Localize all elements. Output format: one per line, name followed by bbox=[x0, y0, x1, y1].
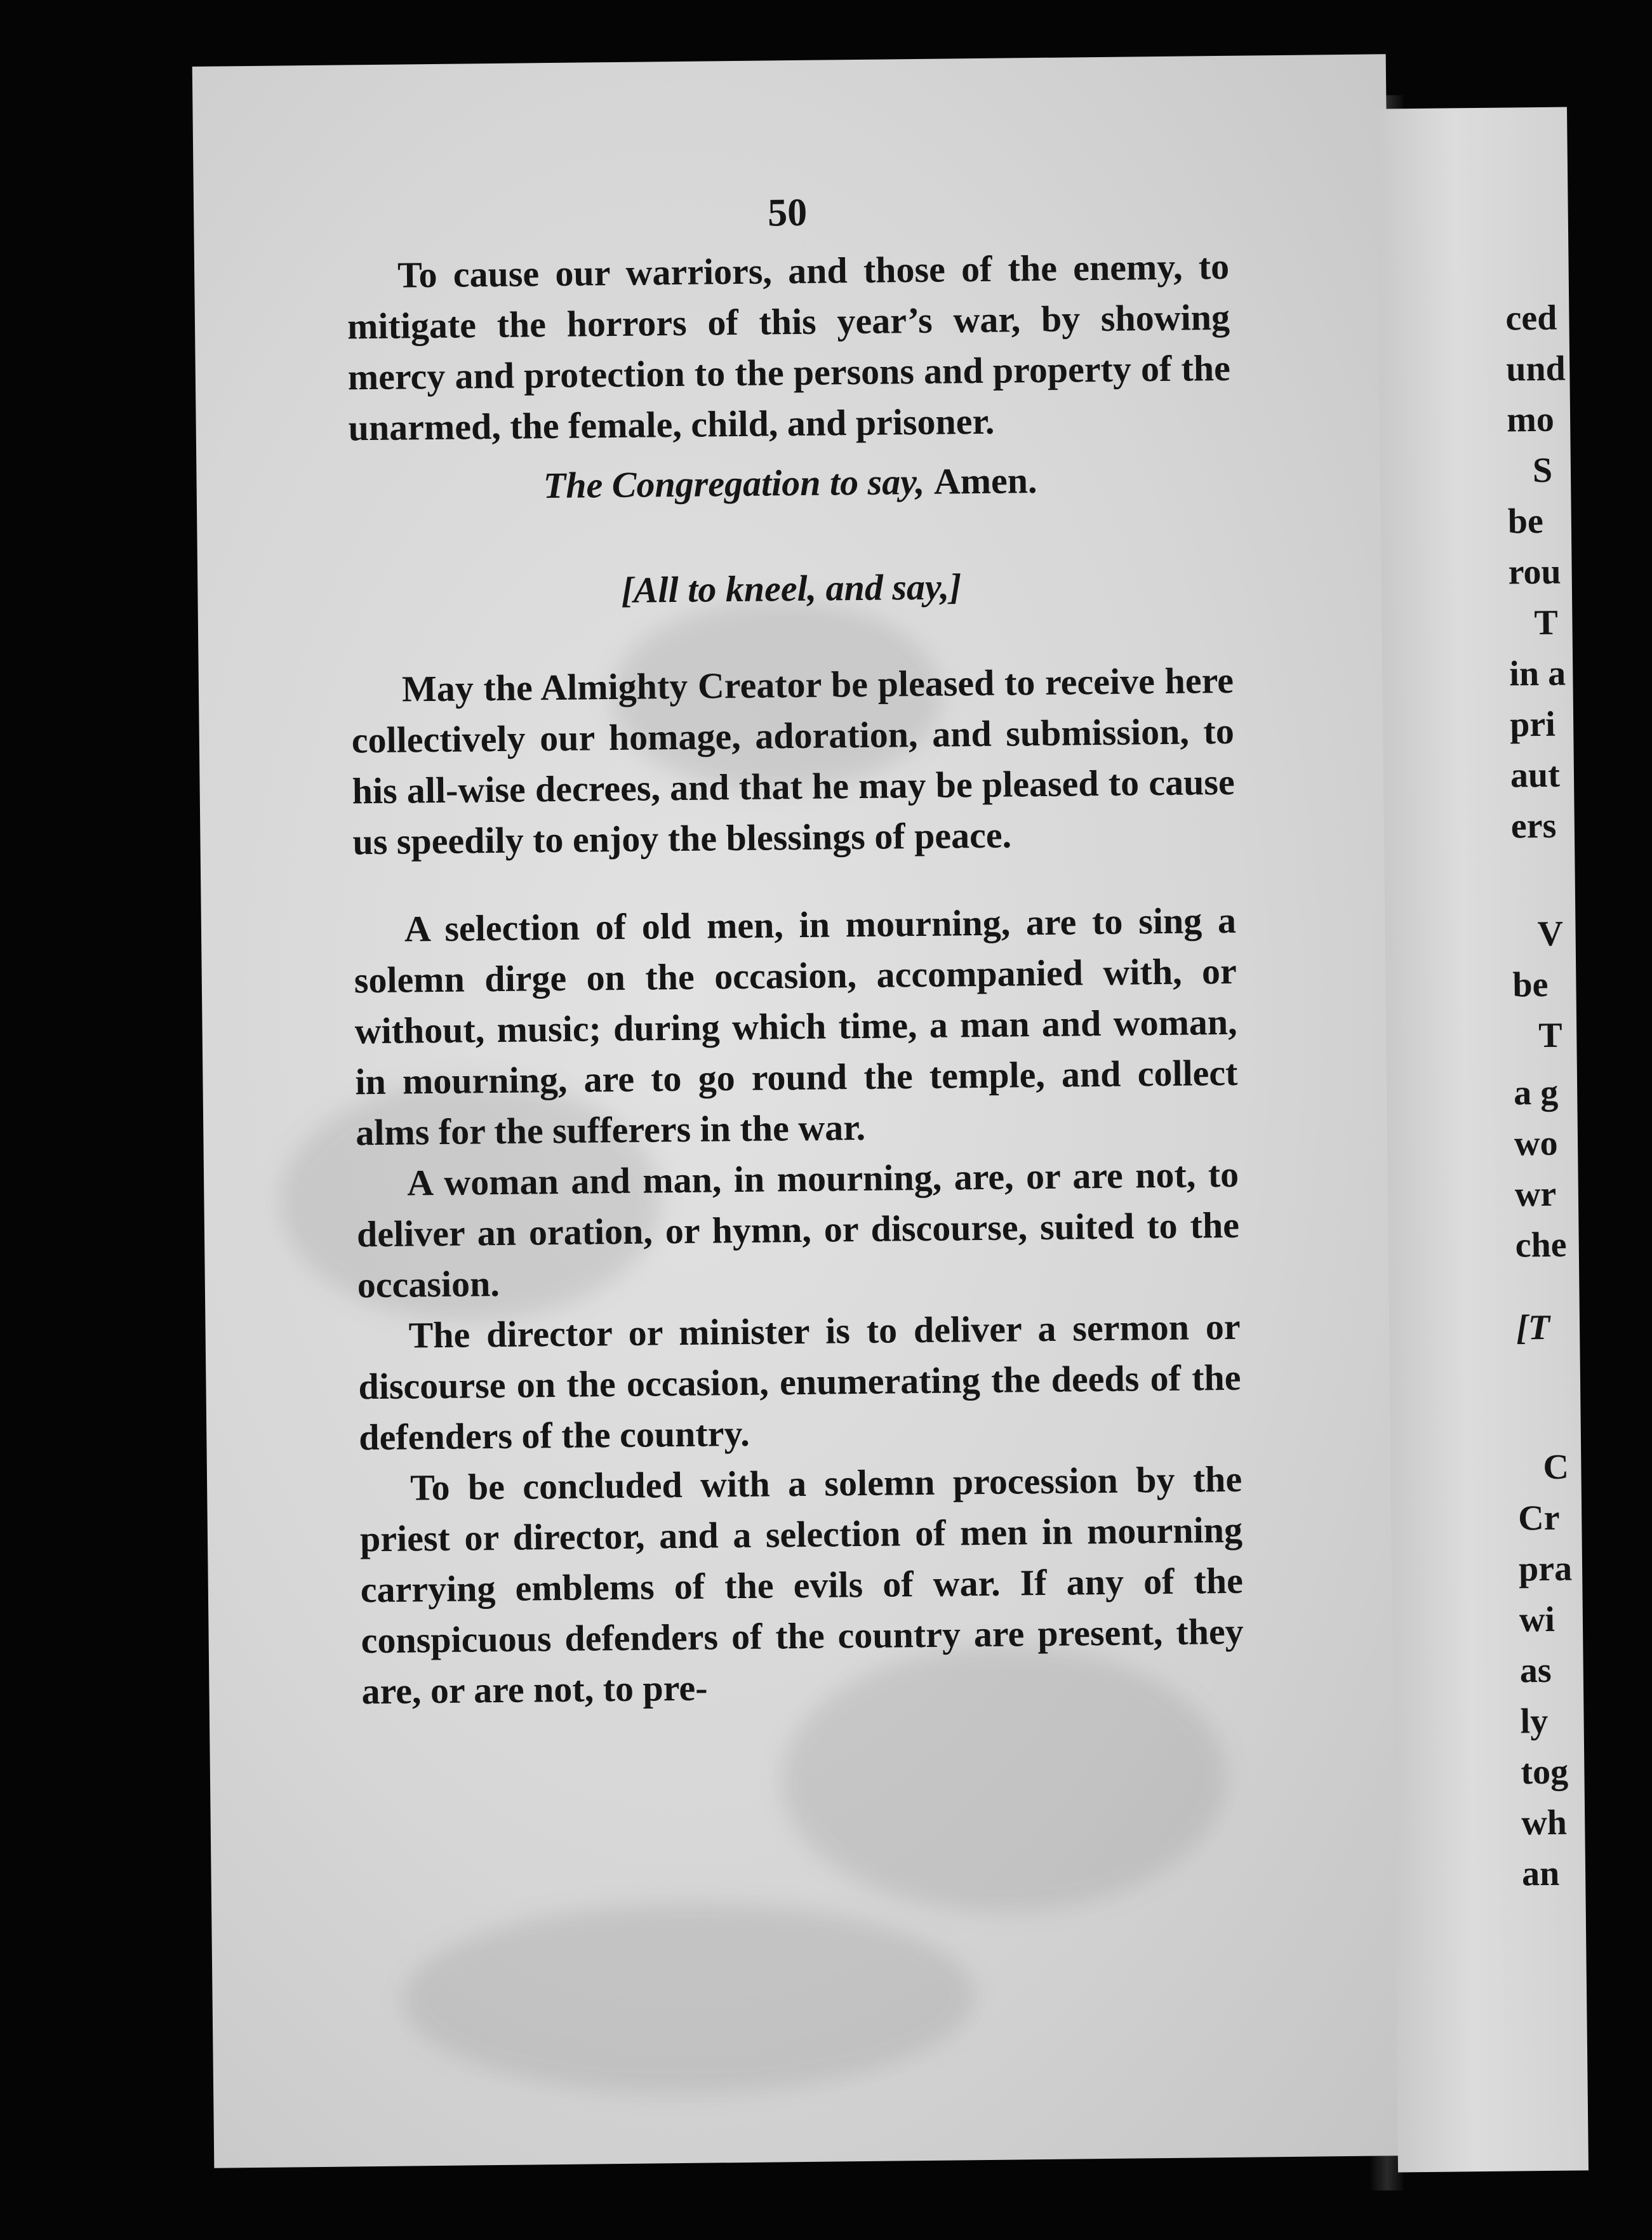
facing-page-fragment: wh bbox=[1521, 1803, 1568, 1843]
facing-page-fragment: C bbox=[1543, 1447, 1569, 1488]
facing-page-fragment: V bbox=[1537, 914, 1564, 954]
facing-page-fragment: ly bbox=[1520, 1701, 1549, 1742]
paragraph-sermon: The director or minister is to deliver a sermon or discourse on the occasion, enumerating the deeds of the defenders of the country. bbox=[358, 1305, 1241, 1458]
left-page bbox=[192, 54, 1408, 2168]
facing-page-fragment: wo bbox=[1514, 1123, 1558, 1164]
paragraph-prayer: May the Almighty Creator be pleased to receive here collectively our homage, adoration, and submission, to his all-wise decrees, and that he may be pleased to cause us speedily to enjoy the blessings of peace. bbox=[351, 659, 1235, 863]
facing-page-fragment: wr bbox=[1514, 1174, 1557, 1215]
facing-page-fragment: und bbox=[1505, 349, 1566, 389]
facing-page-fragment: rou bbox=[1508, 552, 1561, 592]
facing-page-fragment: a g bbox=[1513, 1072, 1559, 1113]
facing-page-fragment: pri bbox=[1509, 704, 1556, 745]
facing-page-fragment: tog bbox=[1521, 1752, 1569, 1792]
paragraph-procession: To be concluded with a solemn procession by the priest or director, and a selection of men in mourning carrying emblems of the evils of war. If any of the conspicuous defenders of the country are present, they are, or are not, to pre- bbox=[359, 1458, 1244, 1712]
facing-page-fragment: in a bbox=[1509, 653, 1566, 694]
congregation-response bbox=[349, 453, 1232, 514]
facing-page-fragment: as bbox=[1519, 1650, 1552, 1691]
facing-page-fragment: mo bbox=[1506, 399, 1555, 440]
facing-page-fragment: wi bbox=[1519, 1599, 1555, 1640]
page-text bbox=[346, 183, 1244, 1717]
facing-page-fragment: ers bbox=[1510, 806, 1557, 846]
facing-page-fragment: [T bbox=[1515, 1307, 1550, 1348]
facing-page-fragment: Cr bbox=[1517, 1498, 1560, 1538]
paragraph-warriors: To cause our warriors, and those of the enemy, to mitigate the horrors of this year’s war, by showing mercy and protection to the persons and property of the unarmed, the female, child, and prisoner. bbox=[347, 245, 1231, 449]
facing-page-fragment: T bbox=[1538, 1015, 1562, 1056]
facing-page-fragment: an bbox=[1521, 1853, 1560, 1894]
facing-page-fragment: ced bbox=[1505, 298, 1557, 338]
response-instruction: The Congregation to say, bbox=[543, 460, 925, 507]
paragraph-oration: A woman and man, in mourning, are, or are not, to deliver an oration, or hymn, or discourse, suited to the occasion. bbox=[356, 1153, 1240, 1306]
water-stain bbox=[402, 1900, 975, 2096]
facing-page-fragment: be bbox=[1512, 964, 1549, 1005]
kneel-rubric: [All to kneel, and say,] bbox=[621, 566, 962, 611]
facing-page-fragment: be bbox=[1507, 501, 1544, 542]
facing-page-fragment: aut bbox=[1510, 755, 1561, 796]
response-amen: Amen. bbox=[933, 460, 1037, 502]
facing-page-fragment: S bbox=[1532, 450, 1553, 491]
facing-page-fragment: che bbox=[1515, 1225, 1567, 1265]
facing-page-fragments bbox=[1503, 106, 1630, 1894]
facing-page-edge bbox=[1376, 107, 1589, 2173]
facing-page-fragment: pra bbox=[1518, 1549, 1573, 1589]
facing-page-fragment: T bbox=[1534, 603, 1559, 643]
paragraph-dirge: A selection of old men, in mourning, are to sing a solemn dirge on the occasion, accompanied with, or without, music; during which time, a man and woman, in mourning, are to go round the temple, and collect alms for the sufferers in the war. bbox=[354, 899, 1238, 1154]
page-number: 50 bbox=[767, 190, 808, 235]
